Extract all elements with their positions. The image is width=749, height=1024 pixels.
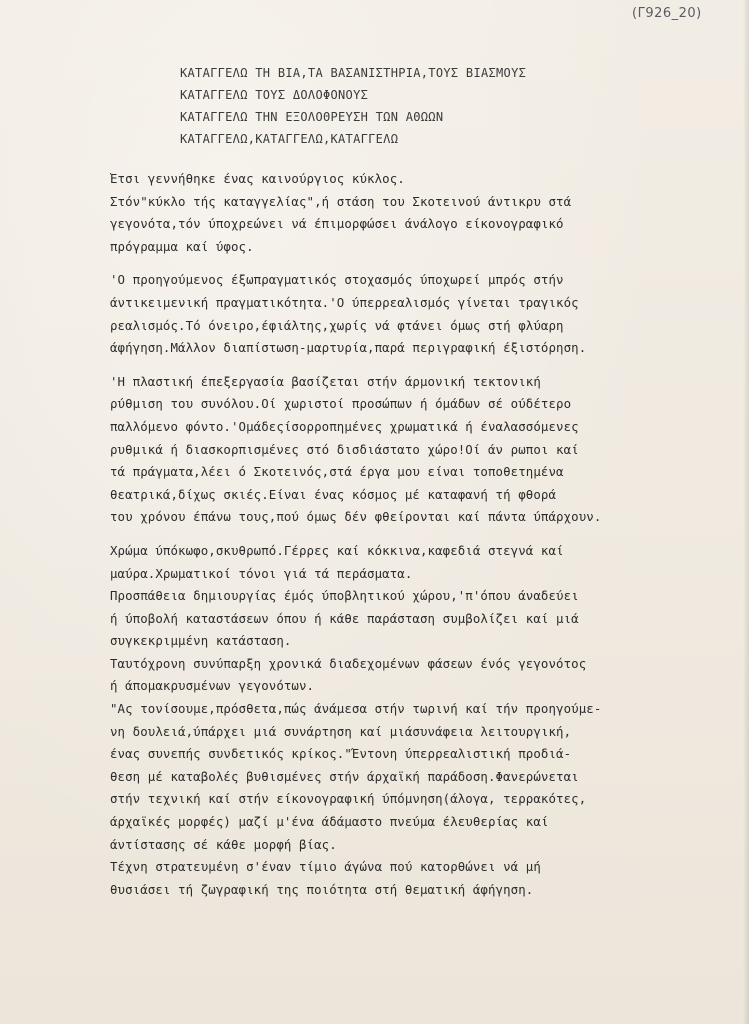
archive-reference: (Γ926_20) (632, 6, 702, 21)
text-line: Έτσι γεννήθηκε ένας καινούργιος κύκλος. (110, 171, 405, 186)
text-line: παλλόμενο φόντο.'Ομάδεςίσορροπημένες χρωματικά ή έναλασσόμενες (110, 418, 579, 434)
text-line: ή άπομακρυσμένων γεγονότων. (110, 678, 315, 694)
heading-line: ΚΑΤΑΓΓΕΛΩ ΤΟΥΣ ΔΟΛΟΦΟΝΟΥΣ (180, 88, 369, 102)
text-line: ή ύποβολή καταστάσεων όπου ή κάθε παράσταση συμβολίζει καί μιά (110, 610, 579, 626)
text-line: άφήγηση.Μάλλον διαπίστωση-μαρτυρία,παρά περιγραφική έξιστόρηση. (110, 340, 587, 356)
heading-block (180, 62, 640, 150)
text-line: θυσιάσει τή ζωγραφική της ποιότητα στή θεματική άφήγηση. (110, 881, 534, 897)
text-line: 'Η πλαστική έπεξεργασία βασίζεται στήν άρμονική τεκτονική (110, 373, 541, 389)
text-line: ρυθμικά ή διασκορπισμένες στό δισδιάστατο χώρο!Οί άν ρωποι καί (110, 441, 579, 457)
text-line: ένας συνεπής συνδετικός κρίκος."Έντονη ύπερρεαλιστική προδιά- (110, 746, 572, 762)
text-line: Ταυτόχρονη συνύπαρξη χρονικά διαδεχομένων φάσεων ένός γεγονότος (110, 655, 587, 671)
paragraph-1 (110, 168, 740, 258)
text-line: 'Ο προηγούμενος έξωπραγματικός στοχασμός ύποχωρεί μπρός στήν (110, 272, 564, 288)
text-line: ρεαλισμός.Τό όνειρο,έφιάλτης,χωρίς νά φτάνει όμως στή φλύαρη (110, 317, 564, 333)
text-line: θεση μέ καταβολές βυθισμένες στήν άρχαϊκή παράδοση.Φανερώνεται (110, 768, 579, 784)
text-line: Τέχνη στρατευμένη σ'έναν τίμιο άγώνα πού κατορθώνει νά μή (110, 859, 541, 875)
text-line: άντίστασης σέ κάθε μορφή βίας. (110, 836, 337, 852)
text-line: συγκεκριμμένη κατάσταση. (110, 633, 292, 649)
text-line: ρύθμιση του συνόλου.Οί χωριστοί προσώπων ή όμάδων σέ ούδέτερο (110, 396, 572, 412)
heading-line: ΚΑΤΑΓΓΕΛΩ ΤΗ ΒΙΑ,ΤΑ ΒΑΣΑΝΙΣΤΗΡΙΑ,ΤΟΥΣ ΒΙΑΣΜΟΥΣ (180, 66, 527, 80)
paragraph-3 (110, 371, 740, 529)
paragraph-2 (110, 269, 740, 359)
text-line: Στόν"κύκλο τής καταγγελίας",ή στάση του Σκοτεινού άντικρυ στά (110, 193, 572, 209)
text-line: νη δουλειά,ύπάρχει μιά συνάρτηση καί μιάσυνάφεια λειτουργική, (110, 723, 572, 739)
heading-line: ΚΑΤΑΓΓΕΛΩ,ΚΑΤΑΓΓΕΛΩ,ΚΑΤΑΓΓΕΛΩ (180, 132, 399, 146)
text-line: "Ας τονίσουμε,πρόσθετα,πώς άνάμεσα στήν τωρινή καί τήν προηγούμε- (110, 701, 602, 717)
text-line: στήν τεχνική καί στήν είκονογραφική ύπόμνηση(άλογα, τερρακότες, (110, 791, 587, 807)
text-line: θεατρικά,δίχως σκιές.Είναι ένας κόσμος μέ καταφανή τή φθορά (110, 486, 557, 502)
text-line: μαύρα.Χρωματικοί τόνοι γιά τά περάσματα. (110, 565, 413, 581)
text-line: άρχαϊκές μορφές) μαζί μ'ένα άδάμαστο πνεύμα έλευθερίας καί (110, 814, 549, 830)
text-line: γεγονότα,τόν ύποχρεώνει νά έπιμορφώσει άνάλογο είκονογραφικό (110, 216, 564, 232)
heading-line: ΚΑΤΑΓΓΕΛΩ ΤΗΝ ΕΞΟΛΟΘΡΕΥΣΗ ΤΩΝ ΑΘΩΩΝ (180, 110, 444, 124)
text-line: πρόγραμμα καί ύφος. (110, 238, 254, 254)
text-line: του χρόνου έπάνω τους,πού όμως δέν φθείρονται καί πάντα ύπάρχουν. (110, 509, 602, 525)
paragraph-4 (110, 540, 740, 902)
text-line: Προσπάθεια δημιουργίας έμός ύποβλητικού χώρου,'π'όπου άναδεύει (110, 588, 579, 604)
text-line: άντικειμενική πραγματικότητα.'Ο ύπερρεαλισμός γίνεται τραγικός (110, 294, 579, 310)
page-edge-shadow (743, 0, 749, 1024)
text-line: Χρώμα ύπόκωφο,σκυθρωπό.Γέρρες καί κόκκινα,καφεδιά στεγνά καί (110, 542, 564, 558)
body-text (110, 168, 740, 901)
text-line: τά πράγματα,λέει ό Σκοτεινός,στά έργα μου είναι τοποθετημένα (110, 464, 564, 480)
